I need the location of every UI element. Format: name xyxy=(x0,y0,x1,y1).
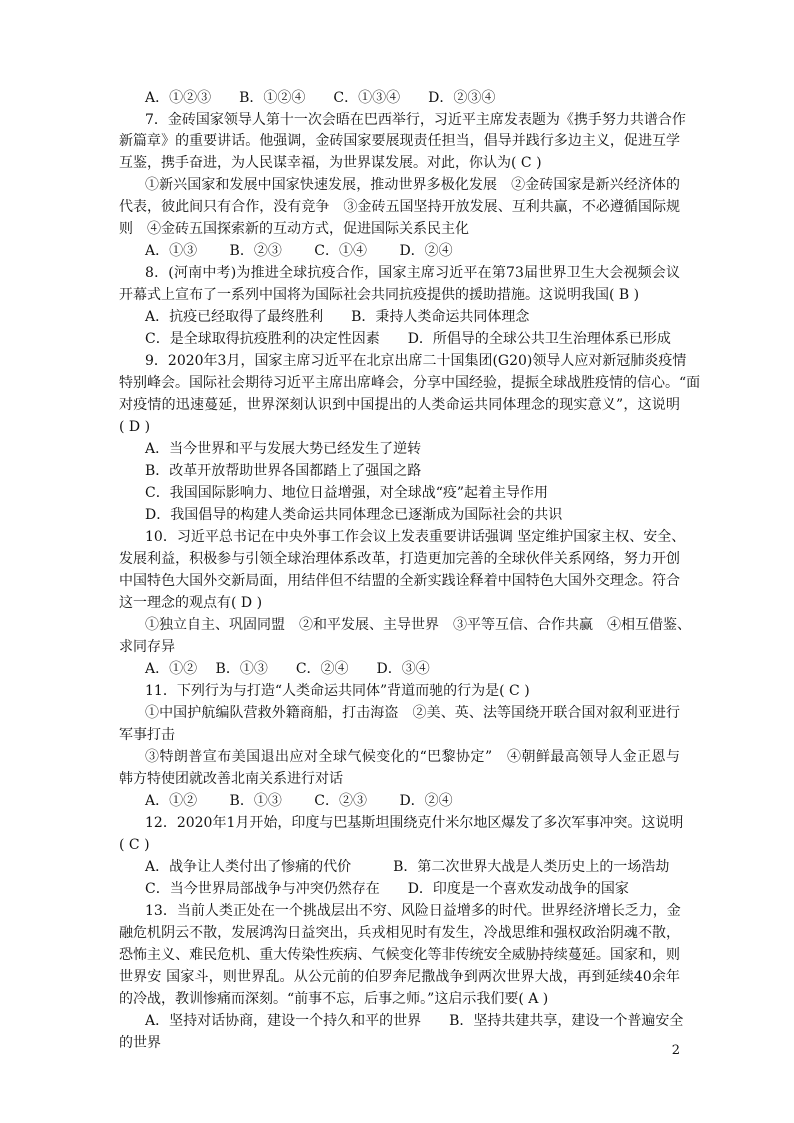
text-line: 互鉴，携手奋进，为人民谋幸福，为世界谋发展。对此，你认为( C ) xyxy=(119,155,542,171)
text-line: 代表，彼此间只有合作，没有竞争 ③金砖五国坚持开放发展、互利共赢，不必遵循国际规 xyxy=(119,199,680,215)
text-line: 韩方特使团就改善北南关系进行对话 xyxy=(119,771,343,787)
text-line: 10．习近平总书记在中央外事工作会议上发表重要讲话强调 坚定维护国家主权、安全、 xyxy=(145,529,686,545)
text-line: 发展利益，积极参与引领全球治理体系改革，打造更加完善的全球伙伴关系网络，努力开创 xyxy=(119,551,680,567)
text-line: 则 ④金砖五国探索新的互动方式，促进国际关系民主化 xyxy=(119,221,469,237)
text-line: 的冷战，教训惨痛而深刻。“前事不忘，后事之师。”这启示我们要( A ) xyxy=(119,991,549,1007)
text-line: 11．下列行为与打造“人类命运共同体”背道而驰的行为是( C ) xyxy=(145,683,530,699)
text-line: ①中国护航编队营救外籍商船，打击海盗 ②美、英、法等国绕开联合国对叙利亚进行 xyxy=(145,705,680,721)
text-line: 12．2020年1月开始，印度与巴基斯坦围绕克什米尔地区爆发了多次军事冲突。这说明 xyxy=(145,815,684,831)
text-line: ( D ) xyxy=(119,419,151,435)
text-line: 新篇章》的重要讲话。他强调，金砖国家要展现责任担当，倡导并践行多边主义，促进互学 xyxy=(119,133,680,149)
text-line: 中国特色大国外交新局面，用结伴但不结盟的全新实践诠释着中国特色大国外交理念。符合 xyxy=(119,573,680,589)
text-line: 开幕式上宣布了一系列中国将为国际社会共同抗疫提供的援助措施。这说明我国( B ) xyxy=(119,287,640,303)
text-line: 7．金砖国家领导人第十一次会晤在巴西举行，习近平主席发表题为《携手努力共谱合作 xyxy=(145,112,686,128)
text-line: A．①③ B．②③ C．①④ D．②④ xyxy=(145,243,453,259)
text-line: ①独立自主、巩固同盟 ②和平发展、主导世界 ③平等互信、合作共赢 ④相互借鉴、 xyxy=(145,617,691,633)
text-line: B．改革开放帮助世界各国都踏上了强国之路 xyxy=(145,463,422,479)
text-line: 求同存异 xyxy=(119,639,175,655)
text-line: C．当今世界局部战争与冲突仍然存在 D．印度是一个喜欢发动战争的国家 xyxy=(145,881,629,897)
text-line: 特别峰会。国际社会期待习近平主席出席峰会，分享中国经验，提振全球战胜疫情的信心。“面 xyxy=(119,375,701,391)
text-line: 13．当前人类正处在一个挑战层出不穷、风险日益增多的时代。世界经济增长乏力，金 xyxy=(145,903,681,919)
text-line: C．是全球取得抗疫胜利的决定性因素 D．所倡导的全球公共卫生治理体系已形成 xyxy=(145,331,671,347)
text-line: ③特朗普宣布美国退出应对全球气候变化的“巴黎协定” ④朝鲜最高领导人金正恩与 xyxy=(145,749,680,765)
text-line: 对疫情的迅速蔓延，世界深刻认识到中国提出的人类命运共同体理念的现实意义”，这说明 xyxy=(119,397,680,413)
text-line: 世界安 国家斗，则世界乱。从公元前的伯罗奔尼撒战争到两次世界大战，再到延续40余年 xyxy=(119,969,680,985)
text-line: A．①② B．①③ C．②④ D．③④ xyxy=(145,661,430,677)
text-line: ①新兴国家和发展中国家快速发展，推动世界多极化发展 ②金砖国家是新兴经济体的 xyxy=(145,177,680,193)
text-line: 的世界 xyxy=(119,1035,161,1051)
text-line: 9．2020年3月，国家主席习近平在北京出席二十国集团(G20)领导人应对新冠肺炎疫情 xyxy=(145,353,687,369)
text-line: 这一理念的观点有( D ) xyxy=(119,595,263,611)
text-line: 军事打击 xyxy=(119,727,175,743)
text-line: 融危机阴云不散，发展鸿沟日益突出，兵戎相见时有发生，冷战思维和强权政治阴魂不散， xyxy=(119,925,680,941)
text-line: 8．(河南中考)为推进全球抗疫合作，国家主席习近平在第73届世界卫生大会视频会议 xyxy=(145,265,680,281)
text-line: 恐怖主义、难民危机、重大传染性疾病、气候变化等非传统安全威胁持续蔓延。国家和，则 xyxy=(119,947,680,963)
text-line: D．我国倡导的构建人类命运共同体理念已逐渐成为国际社会的共识 xyxy=(145,507,563,523)
text-line: ( C ) xyxy=(119,837,150,853)
text-line: A．战争让人类付出了惨痛的代价 B．第二次世界大战是人类历史上的一场浩劫 xyxy=(145,859,670,875)
text-line: C．我国国际影响力、地位日益增强，对全球战“疫”起着主导作用 xyxy=(145,485,549,501)
text-line: A．当今世界和平与发展大势已经发生了逆转 xyxy=(145,441,422,457)
text-line: A．①②③ B．①②④ C．①③④ D．②③④ xyxy=(145,90,496,106)
text-line: A．①② B．①③ C．②③ D．②④ xyxy=(145,793,453,809)
text-line: A．抗疫已经取得了最终胜利 B．秉持人类命运共同体理念 xyxy=(145,309,530,325)
text-line: A．坚持对话协商，建设一个持久和平的世界 B．坚持共建共享，建设一个普遍安全 xyxy=(145,1013,684,1029)
page-number: 2 xyxy=(671,1043,680,1058)
